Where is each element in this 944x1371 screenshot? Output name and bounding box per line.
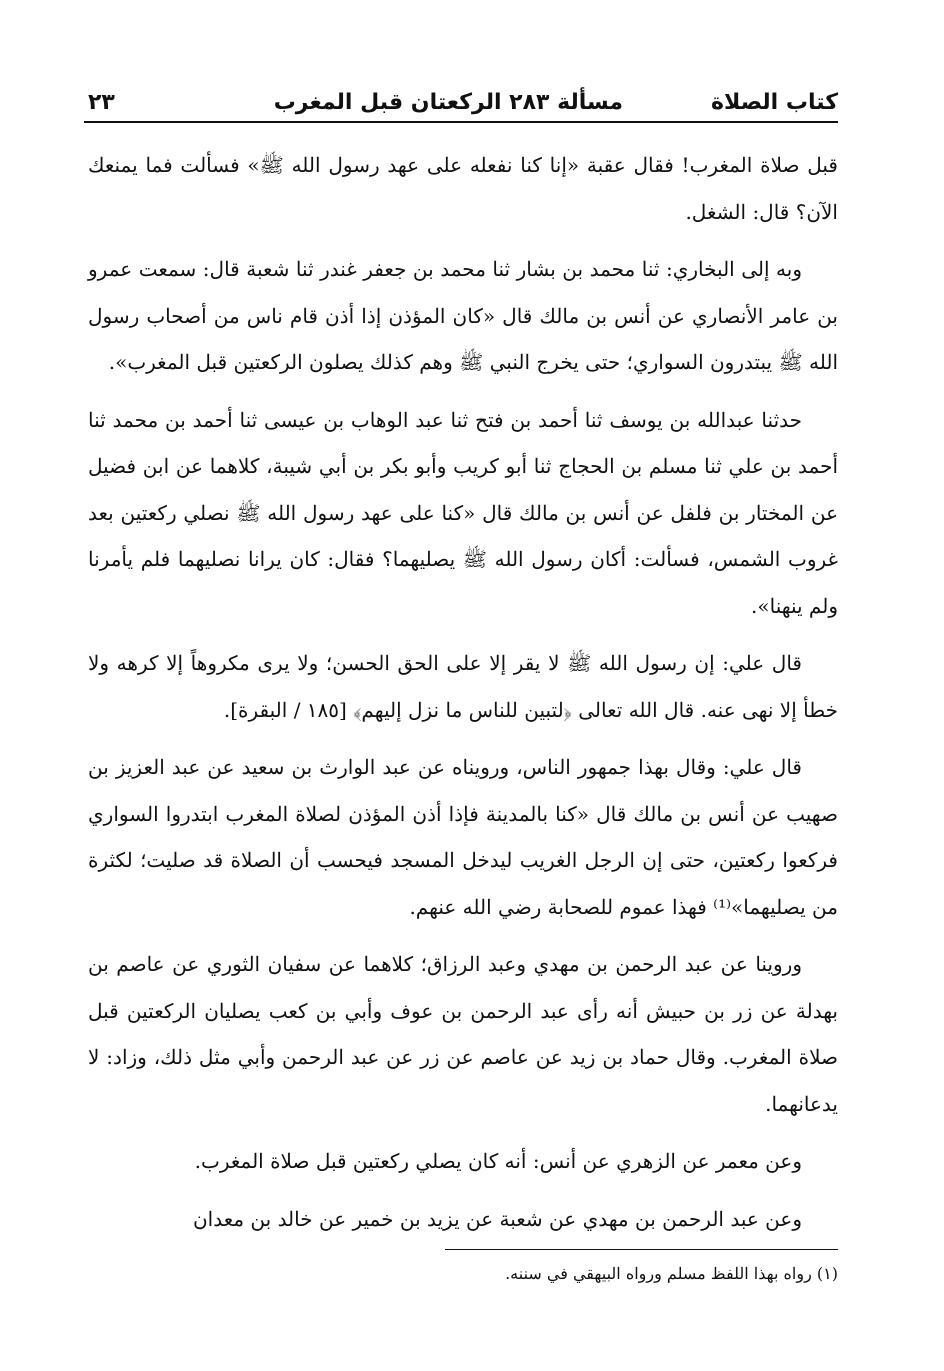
body-text [88, 142, 838, 1253]
book-title: كتاب الصلاة [711, 90, 838, 115]
footnote: (١) رواه بهذا اللفظ مسلم ورواه البيهقي في سننه. [505, 1264, 838, 1283]
paragraph: قال علي: إن رسول الله ﷺ لا يقر إلا على الحق الحسن؛ ولا يرى مكروهاً إلا كرهه ولا خطأ إلا نهى عنه. قال الله تعالى ﴿لتبين للناس ما نزل إليهم﴾ [١٨٥ / البقرة]. [88, 651, 838, 722]
paragraph: وبه إلى البخاري: ثنا محمد بن بشار ثنا محمد بن جعفر غندر ثنا شعبة قال: سمعت عمرو بن عامر الأنصاري عن أنس بن مالك قال «كان المؤذن إذا أذن قام ناس من أصحاب رسول الله ﷺ يبتدرون السواري؛ حتى يخرج النبي ﷺ وهم كذلك يصلون الركعتين قبل المغرب». [88, 257, 838, 374]
header-rule [84, 121, 838, 123]
paragraph: وعن معمر عن الزهري عن أنس: أنه كان يصلي ركعتين قبل صلاة المغرب. [194, 1149, 802, 1173]
paragraph: وعن عبد الرحمن بن مهدي عن شعبة عن يزيد بن خمير عن خالد بن معدان [192, 1206, 802, 1231]
paragraph: قبل صلاة المغرب! فقال عقبة «إنا كنا نفعله على عهد رسول الله ﷺ» فسألت فما يمنعك الآن؟ قال: الشغل. [88, 153, 838, 224]
footnote-rule [445, 1249, 838, 1250]
running-header [88, 84, 838, 120]
paragraph: قال علي: وقال بهذا جمهور الناس، ورويناه عن عبد الوارث بن سعيد عن عبد العزيز بن صهيب عن أنس بن مالك قال «كنا بالمدينة فإذا أذن المؤذن لصلاة المغرب ابتدروا السواري فركعوا ركعتين، حتى إن الرجل الغريب ليدخل المسجد فيحسب أن الصلاة قد صليت؛ لكثرة من يصليهما»⁽¹⁾ فهذا عموم للصحابة رضي الله عنهم. [88, 755, 838, 919]
paragraph: حدثنا عبدالله بن يوسف ثنا أحمد بن فتح ثنا عبد الوهاب بن عيسى ثنا أحمد بن محمد ثنا أحمد بن علي ثنا مسلم بن الحجاج ثنا أبو كريب وأبو بكر بن أبي شيبة، كلاهما عن ابن فضيل عن المختار بن فلفل عن أنس بن مالك قال «كنا على عهد رسول الله ﷺ نصلي ركعتين بعد غروب الشمس، فسألت: أكان رسول الله ﷺ يصليهما؟ فقال: كان يرانا نصليهما فلم يأمرنا ولم ينهنا». [88, 407, 839, 618]
issue-title: مسألة ٢٨٣ الركعتان قبل المغرب [273, 90, 623, 115]
page-number: ٢٣ [88, 90, 115, 115]
paragraph: وروينا عن عبد الرحمن بن مهدي وعبد الرزاق؛ كلاهما عن سفيان الثوري عن عاصم بن بهدلة عن زر بن حبيش أنه رأى عبد الرحمن بن عوف وأبي بن كعب يصليان الركعتين قبل صلاة المغرب. وقال حماد بن زيد عن عاصم عن زر عن عبد الرحمن وأبي مثل ذلك، وزاد: لا يدعانهما. [88, 952, 838, 1116]
